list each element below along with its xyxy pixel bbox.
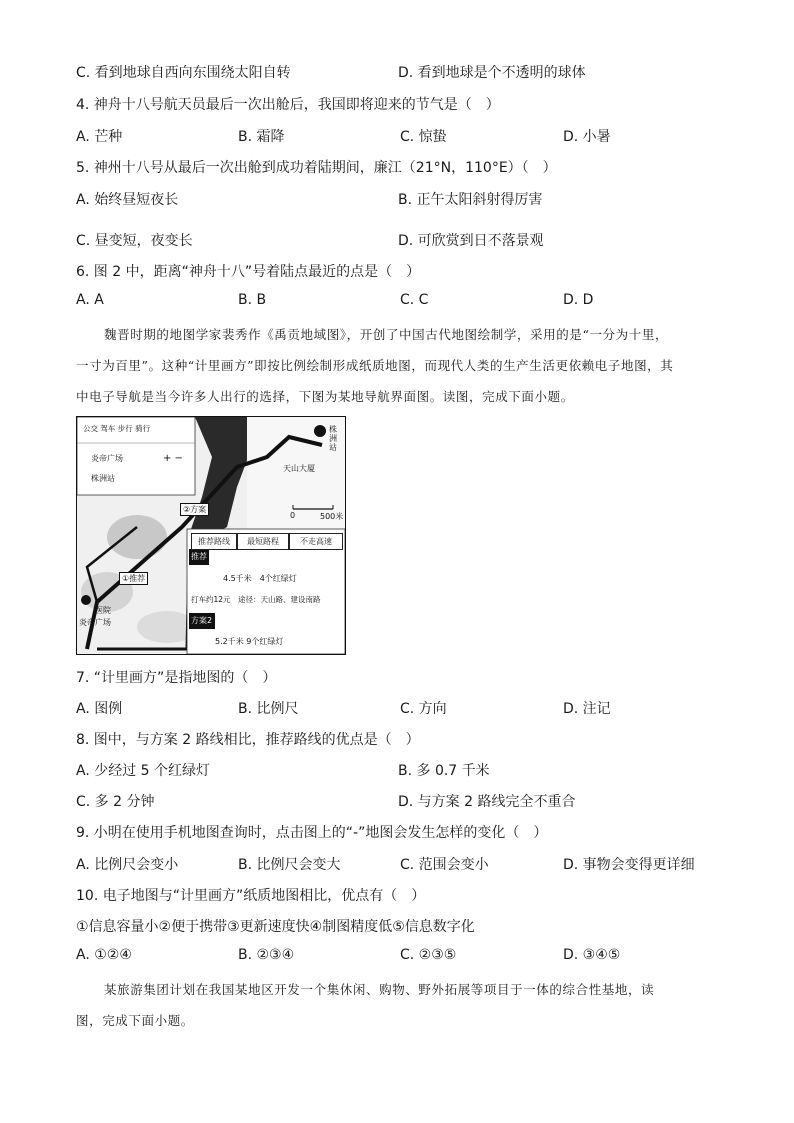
- q3-option-d: D. 看到地球是个不透明的球体: [398, 65, 586, 81]
- q4-option-c: C. 惊蛰: [400, 129, 447, 145]
- q6-option-b: B. B: [238, 292, 267, 308]
- q10-stem: 10. 电子地图与“计里画方”纸质地图相比，优点有（ ）: [76, 888, 426, 904]
- q4-option-b: B. 霜降: [238, 129, 285, 145]
- origin-label: 炎帝广场: [79, 618, 111, 627]
- q9-option-b: B. 比例尺会变大: [238, 857, 341, 873]
- rec-route-info: 4.5千米 4个红绿灯: [223, 574, 297, 583]
- q9-option-a: A. 比例尺会变小: [76, 857, 179, 873]
- passage1-line3: 中电子导航是当今许多人出行的选择，下图为某地导航界面图。读图，完成下面小题。: [76, 389, 574, 404]
- q3-option-c: C. 看到地球自西向东围绕太阳自转: [76, 65, 291, 81]
- q5-option-b: B. 正午太阳斜射得厉害: [398, 192, 543, 208]
- q5-option-a: A. 始终昼短夜长: [76, 192, 179, 208]
- origin-marker-icon: [81, 595, 91, 605]
- recommended-map-tag: ①推荐: [119, 572, 148, 585]
- plan2-route-info: 5.2千米 9个红绿灯: [215, 637, 284, 646]
- route-to[interactable]: 株洲站: [91, 474, 115, 483]
- q7-option-c: C. 方向: [400, 701, 447, 717]
- q8-option-d: D. 与方案 2 路线完全不重合: [398, 794, 576, 810]
- passage1-line1: 魏晋时期的地图学家裴秀作《禹贡地域图》，开创了中国古代地图绘制学，采用的是“一分为十里，: [104, 327, 669, 342]
- q7-stem: 7. “计里画方”是指地图的（ ）: [76, 670, 277, 686]
- q8-option-a: A. 少经过 5 个红绿灯: [76, 763, 211, 779]
- q8-option-c: C. 多 2 分钟: [76, 794, 155, 810]
- station-marker-icon: [314, 425, 326, 437]
- tab-recommended[interactable]: 推荐路线: [191, 533, 237, 550]
- plan2-tag: 方案2: [191, 616, 213, 625]
- route-from[interactable]: 炎帝广场: [91, 454, 123, 463]
- q5-stem: 5. 神州十八号从最后一次出舱到成功着陆期间，廉江（21°N，110°E）（ ）: [76, 160, 557, 176]
- q10-option-c: C. ②③⑤: [400, 947, 457, 963]
- q6-option-d: D. D: [563, 292, 594, 308]
- q8-option-b: B. 多 0.7 千米: [398, 763, 490, 779]
- passage2-line2: 图，完成下面小题。: [76, 1013, 194, 1028]
- q9-option-d: D. 事物会变得更详细: [563, 857, 695, 873]
- passage2-line1: 某旅游集团计划在我国某地区开发一个集休闲、购物、野外拓展等项目于一体的综合性基地，读: [104, 982, 655, 997]
- q4-option-d: D. 小暑: [563, 129, 611, 145]
- q6-stem: 6. 图 2 中，距离“神舟十八”号着陆点最近的点是（ ）: [76, 264, 421, 280]
- rec-tag: 推荐: [191, 552, 207, 561]
- map-area-shade: [107, 515, 167, 559]
- passage1-line2: 一寸为百里”。这种“计里画方”即按比例绘制形成纸质地图，而现代人类的生产生活更依赖电子地图，其: [76, 358, 674, 373]
- tab-no-highway[interactable]: 不走高速: [289, 533, 343, 550]
- q8-stem: 8. 图中，与方案 2 路线相比，推荐路线的优点是（ ）: [76, 732, 420, 748]
- rec-route-detail: 打车约12元 途径：天山路、建设南路: [191, 595, 321, 604]
- q5-option-d: D. 可欣赏到日不落景观: [398, 233, 544, 249]
- station-label: 株洲站: [329, 425, 337, 452]
- q4-stem: 4. 神舟十八号航天员最后一次出舱后，我国即将迎来的节气是（ ）: [76, 97, 500, 113]
- zoom-controls[interactable]: + −: [163, 453, 183, 464]
- q6-option-a: A. A: [76, 292, 104, 308]
- q10-option-a: A. ①②④: [76, 947, 132, 963]
- q7-option-a: A. 图例: [76, 701, 123, 717]
- plan2-map-tag: ②方案: [180, 503, 209, 516]
- scale-end: 500米: [320, 512, 344, 521]
- q10-option-b: B. ②③④: [238, 947, 295, 963]
- q10-option-d: D. ③④⑤: [563, 947, 621, 963]
- q6-option-c: C. C: [400, 292, 429, 308]
- river: [189, 417, 252, 535]
- navigation-map-figure: [76, 416, 346, 655]
- transport-mode-tabs[interactable]: 公交 驾车 步行 骑行: [83, 424, 151, 433]
- q7-option-b: B. 比例尺: [238, 701, 299, 717]
- q10-items: ①信息容量小②便于携带③更新速度快④制图精度低⑤信息数字化: [76, 919, 475, 935]
- scale-zero: 0: [290, 511, 296, 520]
- q4-option-a: A. 芒种: [76, 129, 123, 145]
- q7-option-d: D. 注记: [563, 701, 611, 717]
- building-label: 天山大厦: [283, 464, 315, 473]
- q9-option-c: C. 范围会变小: [400, 857, 489, 873]
- tab-shortest[interactable]: 最短路程: [237, 533, 289, 550]
- q9-stem: 9. 小明在使用手机地图查询时，点击图上的“-”地图会发生怎样的变化（ ）: [76, 825, 548, 841]
- q5-option-c: C. 昼变短，夜变长: [76, 233, 193, 249]
- hospital-label: 医院: [95, 606, 111, 615]
